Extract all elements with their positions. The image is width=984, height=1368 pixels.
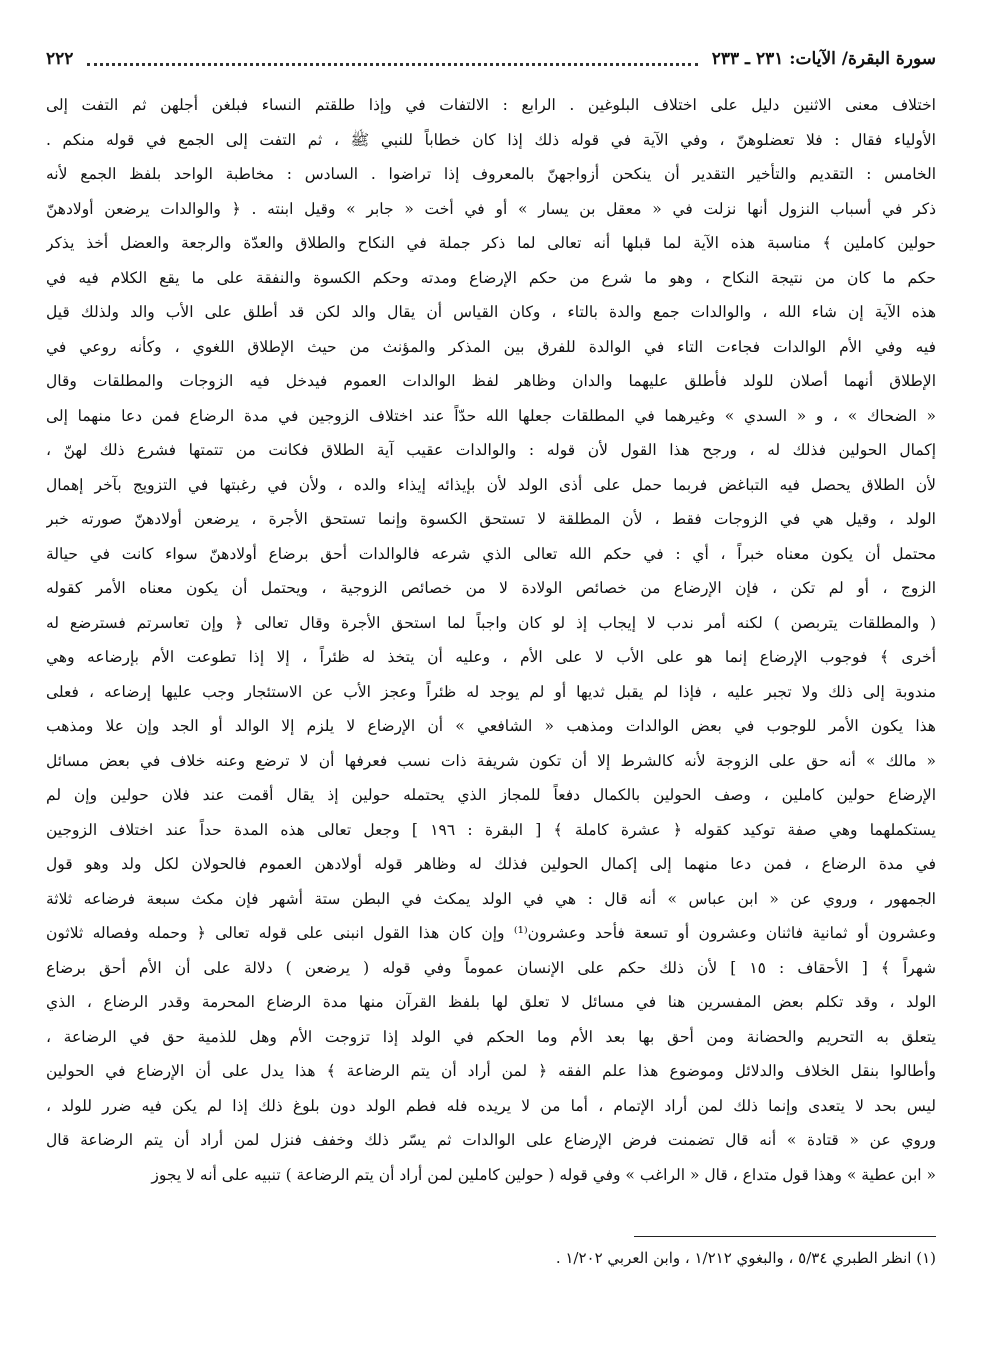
- text-line: اختلاف معنى الاثنين دليل على اختلاف البلوغين . الرابع : الالتفات في وإذا طلقتم النساء فبلغن أجلهن ثم التفت إلى: [46, 96, 936, 114]
- text-line: يستكملهما وهي صفة توكيد كقوله ﴿ عشرة كاملة ﴾ [ البقرة : ١٩٦ ] وجعل تعالى هذه المدة حداً عند اختلاف الزوجين: [46, 820, 936, 839]
- text-line: ليس بحد لا يتعدى وإنما ذلك لمن أراد الإتمام ، أما من لا يريده فله فطم الولد دون بلوغ ذلك إذا لم يكن فيه ضرر للولد ،: [46, 1096, 936, 1115]
- text-line: وأطالوا بنقل الخلاف والدلائل وموضوع هذا علم الفقه ﴿ لمن أراد أن يتم الرضاعة ﴾ هذا يدل على أن الإرضاع في الحولين: [46, 1062, 936, 1080]
- text-line: ذكر في أسباب النزول أنها نزلت في « معقل بن يسار » أو في أخت « جابر » وقيل ابنته . ﴿ والوالدات يرضعن أولادهنّ: [46, 199, 936, 218]
- text-line: أخرى ﴾ فوجوب الإرضاع إنما هو على الأب لا على الأم ، وعليه أن يتخذ له ظئراً ، إلا إذا تطوعت الأم بإرضاعه وهي: [46, 648, 936, 666]
- text-line: « مالك » أنه حق على الزوجة لأنه كالشرط إلا أن تكون شريفة ذات نسب فعرفها أن لا ترضع وعنه خلاف في بعض مسائل: [46, 751, 936, 770]
- text-line: مندوبة إلى ذلك ولا تجبر عليه ، فإذا لم يقبل ثديها أو لم يوجد له ظئراً وعجز الأب عن الاستئجار وجب عليها إرضاعه ، فعلى: [46, 682, 936, 701]
- footnote: (١) انظر الطبري ٥/٣٤ ، والبغوي ١/٢١٢ ، وابن العربي ١/٢٠٢ .: [555, 1249, 936, 1267]
- text-line: الولد ، وقد تكلم بعض المفسرين هنا في مسائل لا تعلق لها بلفظ القرآن منها مدة الرضاع المحرمة وقدر الرضاع ، الذي: [46, 993, 936, 1011]
- text-line: وروي عن « قتادة » أنه قال تضمنت فرض الإرضاع على الوالدات ثم يسّر ذلك وخفف فنزل لمن أراد أن يتم الرضاعة قال: [46, 1131, 936, 1149]
- text-line: الأولياء فقال : فلا تعضلوهنّ ، وفي الآية في قوله ذلك إذا كان خطاباً للنبي ﷺ ، ثم التفت إلى الجمع في قوله منكم .: [46, 130, 936, 149]
- surah-title: سورة البقرة/ الآيات: ٢٣١ ـ ٢٣٣: [711, 49, 936, 69]
- text-line: الخامس : التقديم والتأخير التقدير أن ينكحن أزواجهنّ بالمعروف إذا تراضوا . السادس : مخاطبة الواحد بلفظ الجمع لأنه: [46, 165, 936, 183]
- text-line: الولد ، وقيل هي في الزوجات فقط ، لأن المطلقة لا تستحق الكسوة وإنما تستحق الأجرة ، يرضعن أولادهنّ صورته خبر: [46, 510, 936, 528]
- text-line: في مدة الرضاع ، فمن دعا منهما إلى إكمال الحولين فذلك له وظاهر قوله أولادهن العموم فالحولان لكل ولد وهو قول: [46, 855, 936, 873]
- page-number: ٢٢٢: [46, 49, 74, 69]
- running-header: [46, 44, 936, 74]
- text-line: شهراً ﴾ [ الأحقاف : ١٥ ] لأن ذلك حكم على الإنسان عموماً وفي قوله ( يرضعن ) دلالة على أن الأم أحق برضاع: [46, 958, 936, 977]
- text-line: ( والمطلقات يتربصن ) لكنه أمر ندب لا إيجاب إذ لو كان واجباً لما استحق الأجرة وقال تعالى ﴿ وإن تعاسرتم فسترضع له: [46, 613, 936, 632]
- text-line: هذا يكون الأمر للوجوب في بعض الوالدات ومذهب « الشافعي » أن الإرضاع لا يلزم إلا الوالد أو الجد وإن علا ومذهب: [46, 717, 936, 735]
- text-line: الإطلاق أنهما أصلان للولد فأطلق عليهما والدان وظاهر لفظ الوالدات العموم فيدخل فيه الزوجات والمطلقات وقال: [46, 372, 936, 390]
- text-line: محتمل أن يكون معناه خبراً ، أي : في حكم الله تعالى الذي شرعه فالوالدات أحق برضاع أولادهنّ سواء كانت في حيالة: [46, 544, 936, 563]
- text-line: لأن الطلاق يحصل فيه التباغض فربما حمل على أذى الولد لأن بإيذائه إيذاء والده ، ولأن في رغبتها في التزويج بآخر إهمال: [46, 475, 936, 494]
- text-line: « ابن عطية » وهذا قول متداع ، قال « الراغب » وفي قوله ( حولين كاملين لمن أراد أن يتم الرضاعة ) تنبيه على أنه لا يجوز: [151, 1165, 936, 1184]
- text-line: يتعلق به التحريم والحضانة ومن أحق بها بعد الأم وما الحكم في الولد إذا تزوجت الأم وهل للذمية حق في الرضاعة ،: [46, 1027, 936, 1046]
- text-line: إكمال الحولين فذلك له ، ورجح هذا القول لأن قوله : والوالدات عقيب آية الطلاق فكانت من تتمتها فشرع ذلك لهنّ ،: [46, 441, 936, 459]
- text-line: الإرضاع حولين كاملين ، وصف الحولين بالكمال دفعاً للمجاز الذي يحتمله حولين إذ يقال أقمت عند فلان حولين وإن لم: [46, 786, 936, 804]
- text-line: « الضحاك » ، و « السدي » وغيرهما في المطلقات جعلها الله حدّاً عند اختلاف الزوجين في مدة الرضاع فمن دعا منهما إلى: [46, 406, 936, 425]
- footnote-separator: [634, 1236, 936, 1237]
- text-line: فيه وفي الأم الوالدات فجاءت التاء في الوالدة للفرق بين المذكر والمؤنث من حيث الإطلاق اللغوي ، وكأنه روعي في: [46, 337, 936, 356]
- header-dotted-leader: [87, 63, 697, 66]
- text-line: الزوج ، أو لم تكن ، فإن الإرضاع من خصائص الولادة لا من خصائص الزوجية ، ويحتمل أن يكون معناه الأمر كقوله: [46, 579, 936, 597]
- text-line: الجمهور ، وروي عن « ابن عباس » أنه قال : هي في الولد يمكث في البطن ستة أشهر فإن مكث سبعة فرضاعه ثلاثة: [46, 889, 936, 908]
- text-line: حولين كاملين ﴾ مناسبة هذه الآية لما قبلها أنه تعالى لما ذكر جملة في النكاح والطلاق والعدّة والرجعة والعضل أخذ يذكر: [46, 234, 936, 252]
- text-line: حكم ما كان من نتيجة النكاح ، وهو ما شرع من حكم الإرضاع ومدته وحكم الكسوة والنفقة على ما يقع الكلام فيه في: [46, 268, 936, 287]
- text-line: هذه الآية إن شاء الله ، والوالدات جمع والدة بالتاء ، وكان القياس أن يقال والد لكن قد أطلق على الأب والد ولذلك قيل: [46, 303, 936, 321]
- text-line: وعشرون أو ثمانية فاثنان وعشرون أو تسعة فأحد وعشرون⁽¹⁾ وإن كان هذا القول انبنى على قوله تعالى ﴿ وحمله وفصاله ثلاثون: [46, 924, 936, 942]
- body-text: [46, 88, 936, 1192]
